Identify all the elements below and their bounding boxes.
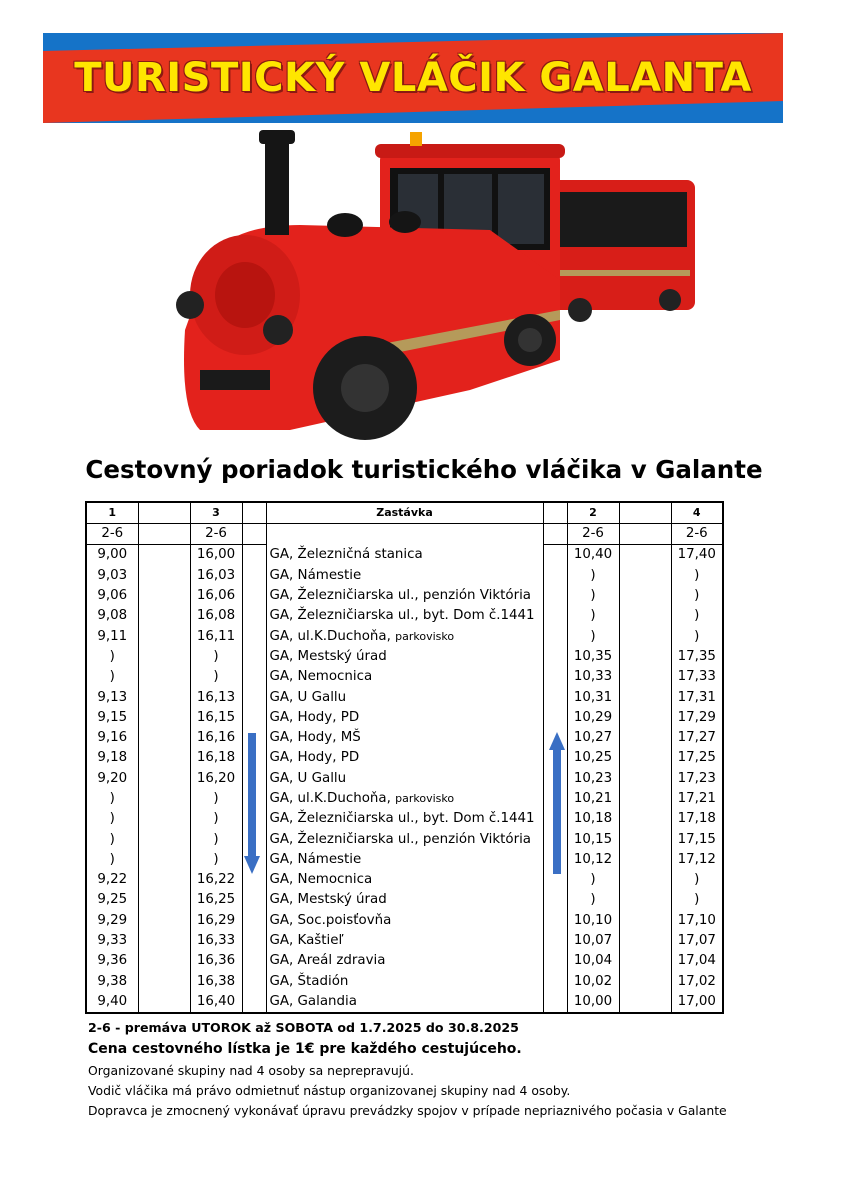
time-train-3: 16,13 bbox=[190, 687, 242, 707]
timetable-row bbox=[86, 890, 723, 910]
time-train-4: 17,35 bbox=[671, 647, 723, 667]
time-train-4: 17,40 bbox=[671, 545, 723, 566]
stop-note: parkovisko bbox=[395, 792, 455, 805]
time-train-4: 17,31 bbox=[671, 687, 723, 707]
stop-name-text: GA, Železničiarska ul., byt. Dom č.1441 bbox=[269, 811, 535, 827]
group-note: Organizované skupiny nad 4 osoby sa neprepravujú. bbox=[88, 1063, 414, 1078]
time-train-2: 10,29 bbox=[567, 708, 619, 728]
time-train-2: 10,21 bbox=[567, 789, 619, 809]
train-image bbox=[170, 130, 700, 450]
banner-title: TURISTICKÝ VLÁČIK GALANTA bbox=[74, 55, 752, 101]
stop-name-text: GA, Kaštieľ bbox=[269, 933, 344, 949]
time-train-1: 9,22 bbox=[97, 872, 128, 888]
time-train-3: 16,03 bbox=[190, 566, 242, 586]
timetable-row bbox=[86, 545, 723, 566]
time-train-1: 9,13 bbox=[97, 689, 128, 705]
time-train-4: 17,04 bbox=[671, 951, 723, 971]
timetable-row bbox=[86, 667, 723, 687]
time-train-2: 10,15 bbox=[567, 829, 619, 849]
time-train-4: 17,33 bbox=[671, 667, 723, 687]
time-train-2: ) bbox=[567, 870, 619, 890]
timetable-row bbox=[86, 586, 723, 606]
time-train-2: ) bbox=[567, 566, 619, 586]
timetable-row bbox=[86, 708, 723, 728]
time-train-1: ) bbox=[109, 851, 115, 867]
stop-name-text: GA, ul.K.Duchoňa, bbox=[269, 628, 391, 644]
stop-name bbox=[266, 687, 543, 707]
stop-note: parkovisko bbox=[395, 629, 455, 643]
time-train-1: 9,25 bbox=[97, 892, 128, 908]
stop-name-text: GA, Štadión bbox=[269, 973, 349, 989]
time-train-1: 9,16 bbox=[97, 730, 128, 746]
stop-name-text: GA, Nemocnica bbox=[269, 669, 373, 685]
time-train-3: ) bbox=[190, 667, 242, 687]
timetable-row bbox=[86, 566, 723, 586]
time-train-4: 17,02 bbox=[671, 972, 723, 992]
time-train-4: 17,18 bbox=[671, 809, 723, 829]
time-train-3: 16,22 bbox=[190, 870, 242, 890]
time-train-4: 17,10 bbox=[671, 911, 723, 931]
time-train-4: ) bbox=[671, 606, 723, 626]
timetable-row bbox=[86, 769, 723, 789]
time-train-4: 17,00 bbox=[671, 992, 723, 1013]
stop-name bbox=[266, 911, 543, 931]
time-train-1: 9,08 bbox=[97, 608, 128, 624]
stop-name-text: GA, Galandia bbox=[269, 993, 357, 1009]
time-train-3: 16,11 bbox=[190, 626, 242, 646]
stop-name bbox=[266, 748, 543, 768]
time-train-3: 16,40 bbox=[190, 992, 242, 1013]
stop-name-text: GA, Hody, MŠ bbox=[269, 730, 361, 746]
stop-name-text: GA, U Gallu bbox=[269, 689, 347, 705]
time-train-3: 16,33 bbox=[190, 931, 242, 951]
stop-name bbox=[266, 545, 543, 566]
timetable-row bbox=[86, 789, 723, 809]
time-train-1: 9,29 bbox=[97, 912, 128, 928]
time-train-2: 10,27 bbox=[567, 728, 619, 748]
stop-name bbox=[266, 626, 543, 646]
timetable-row bbox=[86, 850, 723, 870]
stop-name bbox=[266, 850, 543, 870]
title-banner bbox=[43, 33, 783, 123]
timetable-days-row bbox=[86, 524, 723, 545]
stop-name-text: GA, Hody, PD bbox=[269, 709, 360, 725]
time-train-2: 10,33 bbox=[567, 667, 619, 687]
time-train-3: 16,25 bbox=[190, 890, 242, 910]
time-train-3: 16,15 bbox=[190, 708, 242, 728]
header-train-2: 2 bbox=[567, 502, 619, 524]
stop-name bbox=[266, 992, 543, 1013]
days-train-2: 2-6 bbox=[567, 524, 619, 545]
time-train-4: ) bbox=[671, 586, 723, 606]
time-train-2: 10,12 bbox=[567, 850, 619, 870]
timetable-row bbox=[86, 748, 723, 768]
time-train-3: ) bbox=[190, 789, 242, 809]
timetable-row bbox=[86, 687, 723, 707]
stop-name bbox=[266, 809, 543, 829]
stop-name bbox=[266, 586, 543, 606]
time-train-2: 10,02 bbox=[567, 972, 619, 992]
time-train-2: 10,25 bbox=[567, 748, 619, 768]
stop-name bbox=[266, 566, 543, 586]
stop-name-text: GA, Areál zdravia bbox=[269, 953, 386, 969]
time-train-3: ) bbox=[190, 850, 242, 870]
time-train-3: ) bbox=[190, 647, 242, 667]
time-train-3: 16,00 bbox=[190, 545, 242, 566]
stop-name bbox=[266, 829, 543, 849]
timetable-row bbox=[86, 992, 723, 1013]
days-train-3: 2-6 bbox=[190, 524, 242, 545]
days-train-1: 2-6 bbox=[86, 524, 138, 545]
stop-name-text: GA, Železničiarska ul., penzión Viktória bbox=[269, 588, 532, 604]
time-train-4: ) bbox=[671, 870, 723, 890]
time-train-4: 17,07 bbox=[671, 931, 723, 951]
stop-name-text: GA, Nemocnica bbox=[269, 872, 373, 888]
time-train-2: 10,18 bbox=[567, 809, 619, 829]
stop-name-text: GA, Soc.poisťovňa bbox=[269, 912, 392, 928]
time-train-1: 9,06 bbox=[97, 588, 128, 604]
time-train-4: ) bbox=[671, 566, 723, 586]
stop-name-text: GA, Železničná stanica bbox=[269, 547, 423, 563]
header-train-3: 3 bbox=[190, 502, 242, 524]
stop-name bbox=[266, 728, 543, 748]
timetable-row bbox=[86, 931, 723, 951]
time-train-3: 16,20 bbox=[190, 769, 242, 789]
time-train-4: 17,23 bbox=[671, 769, 723, 789]
stop-name-text: GA, Mestský úrad bbox=[269, 892, 387, 908]
time-train-2: 10,23 bbox=[567, 769, 619, 789]
train-carriage-rear bbox=[545, 180, 695, 322]
stop-name bbox=[266, 931, 543, 951]
time-train-1: 9,40 bbox=[97, 993, 128, 1009]
stop-name-text: GA, Železničiarska ul., byt. Dom č.1441 bbox=[269, 608, 535, 624]
timetable-row bbox=[86, 606, 723, 626]
timetable-row bbox=[86, 647, 723, 667]
time-train-1: 9,00 bbox=[97, 547, 128, 563]
timetable-row bbox=[86, 911, 723, 931]
header-stop: Zastávka bbox=[266, 502, 543, 524]
time-train-4: ) bbox=[671, 890, 723, 910]
time-train-1: ) bbox=[109, 791, 115, 806]
stop-name bbox=[266, 647, 543, 667]
time-train-4: 17,21 bbox=[671, 789, 723, 809]
timetable-row bbox=[86, 626, 723, 646]
header-train-1: 1 bbox=[86, 502, 138, 524]
time-train-1: 9,36 bbox=[97, 953, 128, 969]
time-train-3: ) bbox=[190, 809, 242, 829]
time-train-1: ) bbox=[109, 669, 115, 685]
stop-name bbox=[266, 708, 543, 728]
stop-name-text: GA, U Gallu bbox=[269, 770, 347, 786]
time-train-1: 9,18 bbox=[97, 750, 128, 766]
price-note: Cena cestovného lístka je 1€ pre každého cestujúceho. bbox=[88, 1041, 522, 1057]
timetable-row bbox=[86, 809, 723, 829]
timetable-row bbox=[86, 951, 723, 971]
stop-name bbox=[266, 789, 543, 809]
stop-name bbox=[266, 972, 543, 992]
timetable-row bbox=[86, 972, 723, 992]
time-train-2: 10,35 bbox=[567, 647, 619, 667]
stop-name-text: GA, Železničiarska ul., penzión Viktória bbox=[269, 831, 532, 847]
stop-name-text: GA, Námestie bbox=[269, 567, 362, 583]
driver-note: Vodič vláčika má právo odmietnuť nástup organizovanej skupiny nad 4 osoby. bbox=[88, 1083, 571, 1098]
stop-name bbox=[266, 769, 543, 789]
time-train-3: 16,06 bbox=[190, 586, 242, 606]
time-train-4: 17,29 bbox=[671, 708, 723, 728]
stop-name bbox=[266, 606, 543, 626]
time-train-1: 9,38 bbox=[97, 973, 128, 989]
timetable-row bbox=[86, 870, 723, 890]
time-train-4: 17,12 bbox=[671, 850, 723, 870]
validity-note: 2-6 - premáva UTOROK až SOBOTA od 1.7.2025 do 30.8.2025 bbox=[88, 1020, 519, 1035]
stop-name bbox=[266, 870, 543, 890]
time-train-4: 17,15 bbox=[671, 829, 723, 849]
time-train-2: ) bbox=[567, 606, 619, 626]
time-train-1: 9,20 bbox=[97, 770, 128, 786]
time-train-2: 10,04 bbox=[567, 951, 619, 971]
stop-name-text: GA, Hody, PD bbox=[269, 750, 360, 766]
days-train-4: 2-6 bbox=[671, 524, 723, 545]
stop-name-text: GA, Námestie bbox=[269, 851, 362, 867]
time-train-1: ) bbox=[109, 811, 115, 827]
time-train-1: ) bbox=[109, 831, 115, 847]
stop-name-text: GA, Mestský úrad bbox=[269, 648, 387, 664]
time-train-4: 17,25 bbox=[671, 748, 723, 768]
time-train-3: 16,38 bbox=[190, 972, 242, 992]
timetable-row bbox=[86, 728, 723, 748]
time-train-2: 10,10 bbox=[567, 911, 619, 931]
stop-name-text: GA, ul.K.Duchoňa, bbox=[269, 791, 391, 806]
weather-note: Dopravca je zmocnený vykonávať úpravu prevádzky spojov v prípade nepriaznivého počasia v Galante bbox=[88, 1103, 727, 1118]
time-train-2: ) bbox=[567, 890, 619, 910]
time-train-1: ) bbox=[109, 648, 115, 664]
time-train-2: ) bbox=[567, 586, 619, 606]
time-train-2: 10,31 bbox=[567, 687, 619, 707]
time-train-1: 9,15 bbox=[97, 709, 128, 725]
time-train-2: ) bbox=[567, 626, 619, 646]
time-train-1: 9,03 bbox=[97, 567, 128, 583]
time-train-4: 17,27 bbox=[671, 728, 723, 748]
timetable-row bbox=[86, 829, 723, 849]
time-train-1: 9,11 bbox=[97, 628, 128, 644]
time-train-3: 16,29 bbox=[190, 911, 242, 931]
header-train-4: 4 bbox=[671, 502, 723, 524]
time-train-3: 16,18 bbox=[190, 748, 242, 768]
timetable-header-row bbox=[86, 502, 723, 524]
time-train-3: ) bbox=[190, 829, 242, 849]
stop-name bbox=[266, 951, 543, 971]
time-train-3: 16,08 bbox=[190, 606, 242, 626]
time-train-4: ) bbox=[671, 626, 723, 646]
page-heading bbox=[0, 455, 812, 484]
time-train-2: 10,07 bbox=[567, 931, 619, 951]
footer-notes bbox=[88, 1020, 727, 1123]
time-train-3: 16,16 bbox=[190, 728, 242, 748]
time-train-1: 9,33 bbox=[97, 933, 128, 949]
page-heading-text: Cestovný poriadok turistického vláčika v Galante bbox=[85, 455, 763, 484]
stop-name bbox=[266, 890, 543, 910]
time-train-2: 10,40 bbox=[567, 545, 619, 566]
time-train-3: 16,36 bbox=[190, 951, 242, 971]
time-train-2: 10,00 bbox=[567, 992, 619, 1013]
timetable bbox=[85, 501, 724, 1014]
stop-name bbox=[266, 667, 543, 687]
